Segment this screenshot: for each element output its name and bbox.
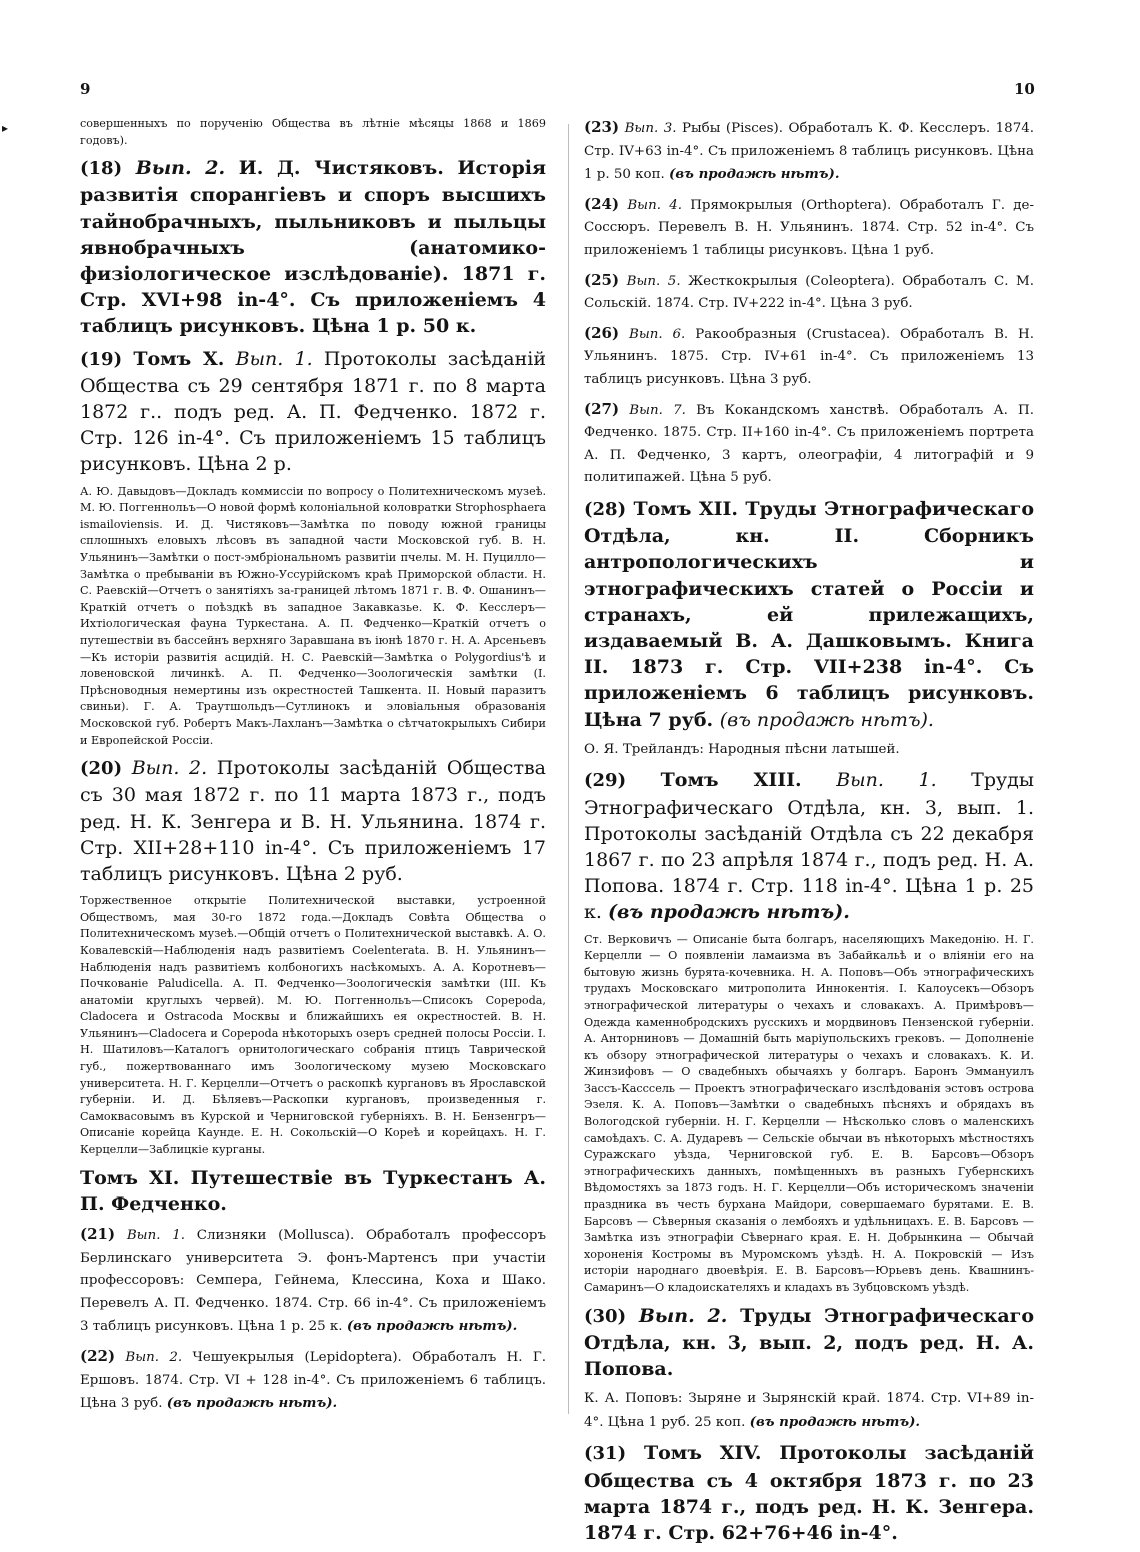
- issue-label: Вып. 6.: [628, 326, 686, 342]
- entry-text: Труды Этнографическаго Отдѣла, кн. II. Сборникъ антропологическихъ и этнографическихъ статей о Россіи и странахъ, ей прилежащихъ, издаваемый В. А. Дашковымъ. Книга II. 1873 г. Стр. VII+238 in-4°. Съ приложеніемъ 6 таблицъ рисунковъ. Цѣна 7 руб.: [584, 497, 1035, 731]
- entry-text: Прямокрылыя (Orthoptera). Обработалъ Г. де-Соссюръ. Перевелъ В. Н. Ульянинъ. 1874. Стр. 52 in-4°. Съ приложеніемъ 1 таблицы рисунковъ. Цѣна 1 руб.: [584, 197, 1034, 258]
- entry-25: [584, 269, 1034, 316]
- left-column: [80, 116, 546, 1422]
- continuation-text: совершенныхъ по порученію Общества въ лѣтніе мѣсяцы 1868 и 1869 годовъ).: [80, 117, 546, 147]
- issue-label: Вып. 1.: [836, 769, 937, 792]
- entry-number: (22): [80, 1347, 116, 1366]
- entry-text: И. Д. Чистяковъ. Исторія развитія спорангіевъ и споръ высшихъ тайнобрачныхъ, пыльниковъ и пыльцы явнобрачныхъ (анатомико-физіологическое изслѣдованіе). 1871 г. Стр. XVI+98 in-4°. Съ приложеніемъ 4 таблицъ рисунковъ. Цѣна 1 р. 50 к.: [80, 157, 546, 338]
- entry-number: (23): [584, 118, 620, 136]
- issue-label: Вып. 1.: [235, 347, 313, 370]
- issue-label: Вып. 3.: [624, 121, 677, 136]
- entry-30: [584, 1303, 1034, 1383]
- entry-29: [584, 767, 1034, 925]
- entry-number: (29): [584, 770, 627, 792]
- entry-number: (18): [80, 158, 123, 180]
- volume-label: Томъ XII.: [633, 497, 738, 520]
- volume-label: Томъ XI.: [80, 1166, 180, 1189]
- entry-text: Слизняки (Mollusca). Обработалъ профессоръ Берлинскаго университета Э. фонъ-Мартенсъ при участіи профессоровъ: Семпера, Гейнема, Клессина, Коха и Шако. Перевелъ А. П. Федченко. 1874. Стр. 66 in-4°. Съ приложеніемъ 3 таблицъ рисунковъ. Цѣна 1 р. 25 к.: [80, 1228, 546, 1335]
- volume-label: Томъ XIII.: [660, 769, 802, 792]
- volume-label: Томъ X.: [133, 347, 225, 370]
- page-number-left: 9: [80, 80, 91, 98]
- volume-label: Томъ XIV.: [644, 1442, 762, 1465]
- issue-label: Вып. 7.: [629, 402, 686, 418]
- entry-21: [80, 1223, 546, 1339]
- entry-number: (20): [80, 758, 123, 780]
- entry-19: [80, 346, 546, 478]
- entry-number: (25): [584, 270, 620, 289]
- entry-text: Рыбы (Pisces). Обработалъ К. Ф. Кесслеръ. 1874. Стр. IV+63 in-4°. Съ приложеніемъ 8 таблицъ рисунковъ. Цѣна 1 р. 50 коп.: [584, 121, 1034, 183]
- volume-title: Путешествіе въ Туркестанъ А. П. Федченко.: [80, 1166, 547, 1215]
- contents-19: А. Ю. Давыдовъ—Докладъ коммиссіи по вопросу о Политехническомъ музеѣ. М. Ю. Поггеннольъ—О новой формѣ колоніальной коловратки Strophosphaera ismailoviensis. И. Д. Чистяковъ—Замѣтка по поводу южной границы сплошныхъ еловыхъ лѣсовъ въ западной части Московской губ. В. Н. Ульянинъ—Замѣтки о пост-эмбріональномъ развитіи пчелы. М. Н. Пуцилло—Замѣтка о пребываніи въ Южно-Уссурійскомъ краѣ Приморской области. Н. С. Раевскій—Отчетъ о занятіяхъ за-границей лѣтомъ 1871 г. В. Ф. Ошанинъ—Краткій отчетъ о поѣздкѣ въ западное Закавказье. К. Ф. Кесслеръ—Ихтіологическая фауна Туркестана. А. П. Федченко—Краткій отчетъ о путешествіи въ бассейнъ верхняго Заравшана въ іюнѣ 1870 г. Н. А. Арсеньевъ—Къ исторіи развитія асцидій. Н. С. Раевскій—Замѣтка о Polygordius'ѣ и ловеновской личинкѣ. А. П. Федченко—Зоологическія замѣтки (I. Прѣсноводныя немертины изъ окрестностей Ташкента. II. Новый паразитъ свиньи). Г. А. Траутшольдъ—Сутлинокъ и эловіальныя образованія Московской губ. Робертъ Макъ-Лахланъ—Замѣтка о сѣтчатокрылыхъ Сибири и Европейской Россіи.: [80, 484, 546, 747]
- entry-number: (31): [584, 1443, 627, 1465]
- issue-label: Вып. 2.: [125, 1350, 183, 1366]
- issue-label: Вып. 2.: [135, 157, 226, 180]
- margin-tick: ▸: [2, 121, 9, 135]
- entry-number: (24): [584, 194, 620, 213]
- entry-text: Въ Кокандскомъ ханствѣ. Обработалъ А. П. Федченко. 1875. Стр. II+160 in-4°. Съ приложеніемъ портрета А. П. Федченко, 3 картъ, олеографіи, 4 литографій и 9 политипажей. Цѣна 5 руб.: [584, 402, 1034, 486]
- entry-31: [584, 1440, 1034, 1546]
- entry-28: [584, 496, 1034, 733]
- column-divider: [568, 124, 569, 1414]
- entry-text: Протоколы засѣданій Общества съ 30 мая 1872 г. по 11 марта 1873 г., подъ ред. Н. К. Зенгера и В. Н. Ульянина. 1874 г. Стр. XII+28+110 in-4°. Съ приложеніемъ 17 таблицъ рисунковъ. Цѣна 2 руб.: [80, 757, 546, 885]
- issue-label: Вып. 2.: [131, 757, 208, 780]
- right-column: [584, 116, 1034, 1552]
- entry-number: (19): [80, 348, 123, 370]
- entry-number: (28): [584, 498, 627, 520]
- page-number-right: 10: [1014, 80, 1035, 98]
- availability-note: (въ продажѣ нѣтъ).: [749, 1413, 921, 1430]
- entry-26: [584, 322, 1034, 392]
- availability-note: (въ продажѣ нѣтъ).: [346, 1318, 518, 1335]
- entry-text: Жесткокрылыя (Coleoptera). Обработалъ С. М. Сольскій. 1874. Стр. IV+222 in-4°. Цѣна 3 руб.: [584, 273, 1034, 312]
- availability-note: (въ продажѣ нѣтъ).: [607, 901, 850, 924]
- contents-29: Ст. Верковичъ — Описаніе быта болгаръ, населяющихъ Македонію. Н. Г. Керцелли — О появленіи ламаизма въ Забайкальѣ и о вліяніи его на бытовую жизнь бурята-кочевника. Н. А. Поповъ—Объ этнографическихъ трудахъ Московскаго митрополита Иннокентія. І. Калоусекъ—Обзоръ этнографической литературы о чехахъ и словакахъ. А. Примѣровъ—Одежда каменнобродскихъ русскихъ и мордвиновъ Пензенской губерніи. А. Анторниновъ — Домашній быть маріупольскихъ грековъ. — Дополненіе къ обзору этнографической литературы о чехахъ и словакахъ. К. И. Жинзифовъ — О свадебныхъ обычаяхъ у болгаръ. Баронъ Эммануилъ Зассъ-Касссель — Проектъ этнографическаго изслѣдованія эстовъ острова Эзеля. К. А. Поповъ—Замѣтки о свадебныхъ пѣсняхъ и обрядахъ въ Вологодской губерніи. Н. Г. Керцелли — Нѣсколько словъ о маленскихъ самоѣдахъ. С. А. Дударевъ — Сельскіе обычаи въ нѣкоторыхъ мѣстностяхъ Суражскаго уѣзда, Черниговской губ. Е. В. Барсовъ—Обзоръ этнографическихъ данныхъ, помѣщенныхъ въ разныхъ Губернскихъ Вѣдомостяхъ за 1873 годъ. Н. Г. Керцелли—Объ историческомъ значеніи праздника въ честь бурхана Майдори, совершаемаго бурятами. Е. В. Барсовъ — Сѣверныя сказанія о лембояхъ и удѣльницахъ. Е. В. Барсовъ — Замѣтка изъ этнографіи Сѣвернаго края. Е. Н. Добрынкина — Обычай хороненія Костромы въ Муромскомъ уѣздѣ. Н. А. Покровскій — Изъ исторіи народнаго двоевѣрія. Е. В. Барсовъ—Юрьевъ день. Квашнинъ-Самаринъ—О кладоискателяхъ и кладахъ въ Зубцовскомъ уѣздѣ.: [584, 932, 1034, 1295]
- entry-text: Труды Этнографическаго Отдѣла, кн. 3, вып. 2, подъ ред. Н. А. Попова.: [584, 1304, 1034, 1381]
- entry-number: (27): [584, 399, 620, 418]
- entry-number: (30): [584, 1305, 627, 1327]
- entry-text: Протоколы засѣданій Общества съ 4 октября 1873 г. по 23 марта 1874 г., подъ ред. Н. К. Зенгера. 1874 г. Стр. 62+76+46 in-4°.: [584, 1442, 1035, 1545]
- issue-label: Вып. 4.: [627, 197, 682, 213]
- entry-number: (21): [80, 1225, 116, 1244]
- entry-22: [80, 1345, 546, 1416]
- contents-text: К. А. Поповъ: Зыряне и Зырянскій край. 1874. Стр. VI+89 in-4°. Цѣна 1 руб. 25 коп.: [584, 1391, 1034, 1430]
- issue-label: Вып. 5.: [626, 273, 681, 289]
- entry-20: [80, 755, 546, 887]
- contents-20: Торжественное открытіе Политехнической выставки, устроенной Обществомъ, мая 30-го 1872 года.—Докладъ Совѣта Общества о Политехническомъ музеѣ.—Общій отчетъ о Политехнической выставкѣ. А. О. Ковалевскій—Наблюденія надъ развитіемъ Coelenterata. В. Н. Ульянинъ—Наблюденія надъ развитіемъ колбоногихъ насѣкомыхъ. А. А. Коротневъ—Почкованіе Paludicella. А. П. Федченко—Зоологическія замѣтки (III. Къ анатоміи круглыхъ червей). М. Ю. Поггеннольъ—Списокъ Copepoda, Cladocera и Ostracoda Москвы и ближайшихъ ея окрестностей. В. Н. Ульянинъ—Cladocera и Copepoda нѣкоторыхъ озеръ средней полосы Россіи. І. Н. Шатиловъ—Каталогъ орнитологическаго собранія птицъ Таврической губ., пожертвованнаго имъ Зоологическому музею Московскаго университета. Н. Г. Керцелли—Отчетъ о раскопкѣ кургановъ въ Ярославской губерніи. И. Д. Бѣляевъ—Раскопки кургановъ, произведенныя г. Самоквасовымъ въ Курской и Черниговской губерніяхъ. В. Н. Бензенгръ—Описаніе корейца Каунде. Е. Н. Сокольскій—О Кореѣ и корейцахъ. Н. Г. Керцелли—Заблицкіе курганы.: [80, 894, 546, 1157]
- volume-11-heading: [80, 1165, 546, 1217]
- issue-label: Вып. 2.: [638, 1304, 728, 1327]
- availability-note: (въ продажѣ нѣтъ).: [719, 708, 934, 731]
- contents-28: О. Я. Трейландъ: Народныя пѣсни латышей.: [584, 741, 900, 757]
- entry-text: Чешуекрылыя (Lepidoptera). Обработалъ Н. Г. Ершовъ. 1874. Стр. VI + 128 in-4°. Съ приложеніемъ 6 таблицъ. Цѣна 3 руб.: [80, 1350, 546, 1412]
- entry-text: Протоколы засѣданій Общества съ 29 сентября 1871 г. по 8 марта 1872 г.. подъ ред. А. П. Федченко. 1872 г. Стр. 126 in-4°. Съ приложеніемъ 15 таблицъ рисунковъ. Цѣна 2 р.: [80, 347, 546, 476]
- availability-note: (въ продажѣ нѣтъ).: [166, 1395, 338, 1412]
- entry-27: [584, 398, 1034, 490]
- entry-18: [80, 155, 546, 339]
- availability-note: (въ продажѣ нѣтъ).: [669, 166, 840, 183]
- entry-text: Труды Этнографическаго Отдѣла, кн. 3, вып. 1. Протоколы засѣданій Отдѣла съ 22 декабря 1867 г. по 23 апрѣля 1874 г., подъ ред. Н. А. Попова. 1874 г. Стр. 118 in-4°. Цѣна 1 р. 25 к.: [584, 769, 1034, 924]
- entry-text: Ракообразныя (Crustacea). Обработалъ В. Н. Ульянинъ. 1875. Стр. IV+61 in-4°. Съ приложеніемъ 13 таблицъ рисунковъ. Цѣна 3 руб.: [584, 326, 1034, 387]
- entry-number: (26): [584, 323, 620, 342]
- issue-label: Вып. 1.: [126, 1228, 186, 1244]
- entry-23: [584, 116, 1034, 187]
- contents-30: [584, 1388, 1034, 1434]
- entry-24: [584, 193, 1034, 263]
